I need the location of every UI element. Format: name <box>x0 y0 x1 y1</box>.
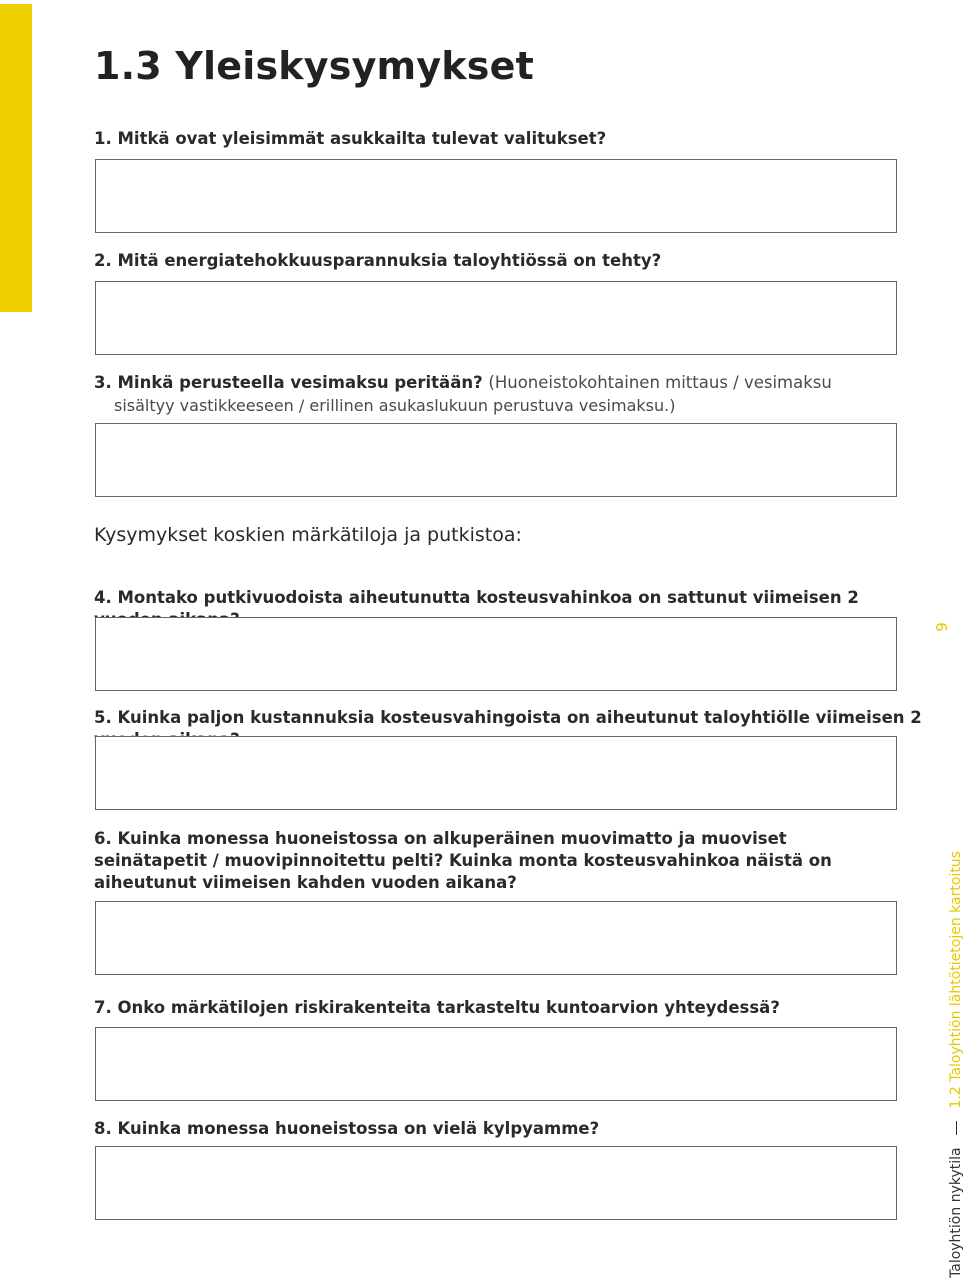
question-number: 7. <box>94 998 112 1017</box>
question-7 <box>94 997 854 1019</box>
question-number: 1. <box>94 129 112 148</box>
accent-bar <box>0 4 32 312</box>
question-number: 5. <box>94 708 112 727</box>
page-number: 9 <box>932 622 951 632</box>
side-nav <box>948 851 964 1278</box>
question-number: 3. <box>94 373 112 392</box>
section-heading: Kysymykset koskien märkätiloja ja putkistoa: <box>94 524 522 546</box>
question-text: Mitkä ovat yleisimmät asukkailta tulevat valitukset? <box>117 129 607 148</box>
question-text: Mitä energiatehokkuusparannuksia taloyhtiössä on tehty? <box>117 251 662 270</box>
question-number: 4. <box>94 588 112 607</box>
question-3 <box>94 372 854 394</box>
question-2 <box>94 250 854 272</box>
question-note-continued: sisältyy vastikkeeseen / erillinen asukaslukuun perustuva vesimaksu.) <box>114 396 676 415</box>
page-title: 1.3 Yleiskysymykset <box>94 44 534 88</box>
side-nav-divider <box>956 1121 957 1135</box>
question-text: Kuinka monessa huoneistossa on alkuperäinen muovimatto ja muoviset seinätapetit / muovipinnoitettu pelti? Kuinka monta kosteusvahinkoa näistä on aiheutunut viimeisen kahden vuoden aikana? <box>94 829 832 892</box>
question-number: 6. <box>94 829 112 848</box>
side-nav-item-active: 1.2 Taloyhtiön lähtötietojen kartoitus <box>948 851 964 1109</box>
question-text: Onko märkätilojen riskirakenteita tarkasteltu kuntoarvion yhteydessä? <box>117 998 780 1017</box>
question-note: (Huoneistokohtainen mittaus / vesimaksu <box>488 373 832 392</box>
answer-box-1[interactable] <box>95 159 897 233</box>
answer-box-8[interactable] <box>95 1146 897 1220</box>
question-8 <box>94 1118 854 1140</box>
question-text: Kuinka paljon kustannuksia kosteusvahingoista on aiheutunut taloyhtiölle viimeisen 2 <box>117 708 922 727</box>
answer-box-4[interactable] <box>95 617 897 691</box>
question-number: 8. <box>94 1119 112 1138</box>
answer-box-6[interactable] <box>95 901 897 975</box>
question-6 <box>94 828 834 894</box>
answer-box-7[interactable] <box>95 1027 897 1101</box>
question-text: Minkä perusteella vesimaksu peritään? <box>117 373 483 392</box>
answer-box-2[interactable] <box>95 281 897 355</box>
question-text: Montako putkivuodoista aiheutunutta kosteusvahinkoa on sattunut viimeisen 2 <box>117 588 859 607</box>
question-number: 2. <box>94 251 112 270</box>
answer-box-5[interactable] <box>95 736 897 810</box>
side-nav-item: Taloyhtiön nykytila <box>948 1147 964 1278</box>
question-text: Kuinka monessa huoneistossa on vielä kylpyamme? <box>117 1119 600 1138</box>
answer-box-3[interactable] <box>95 423 897 497</box>
question-1 <box>94 128 854 150</box>
